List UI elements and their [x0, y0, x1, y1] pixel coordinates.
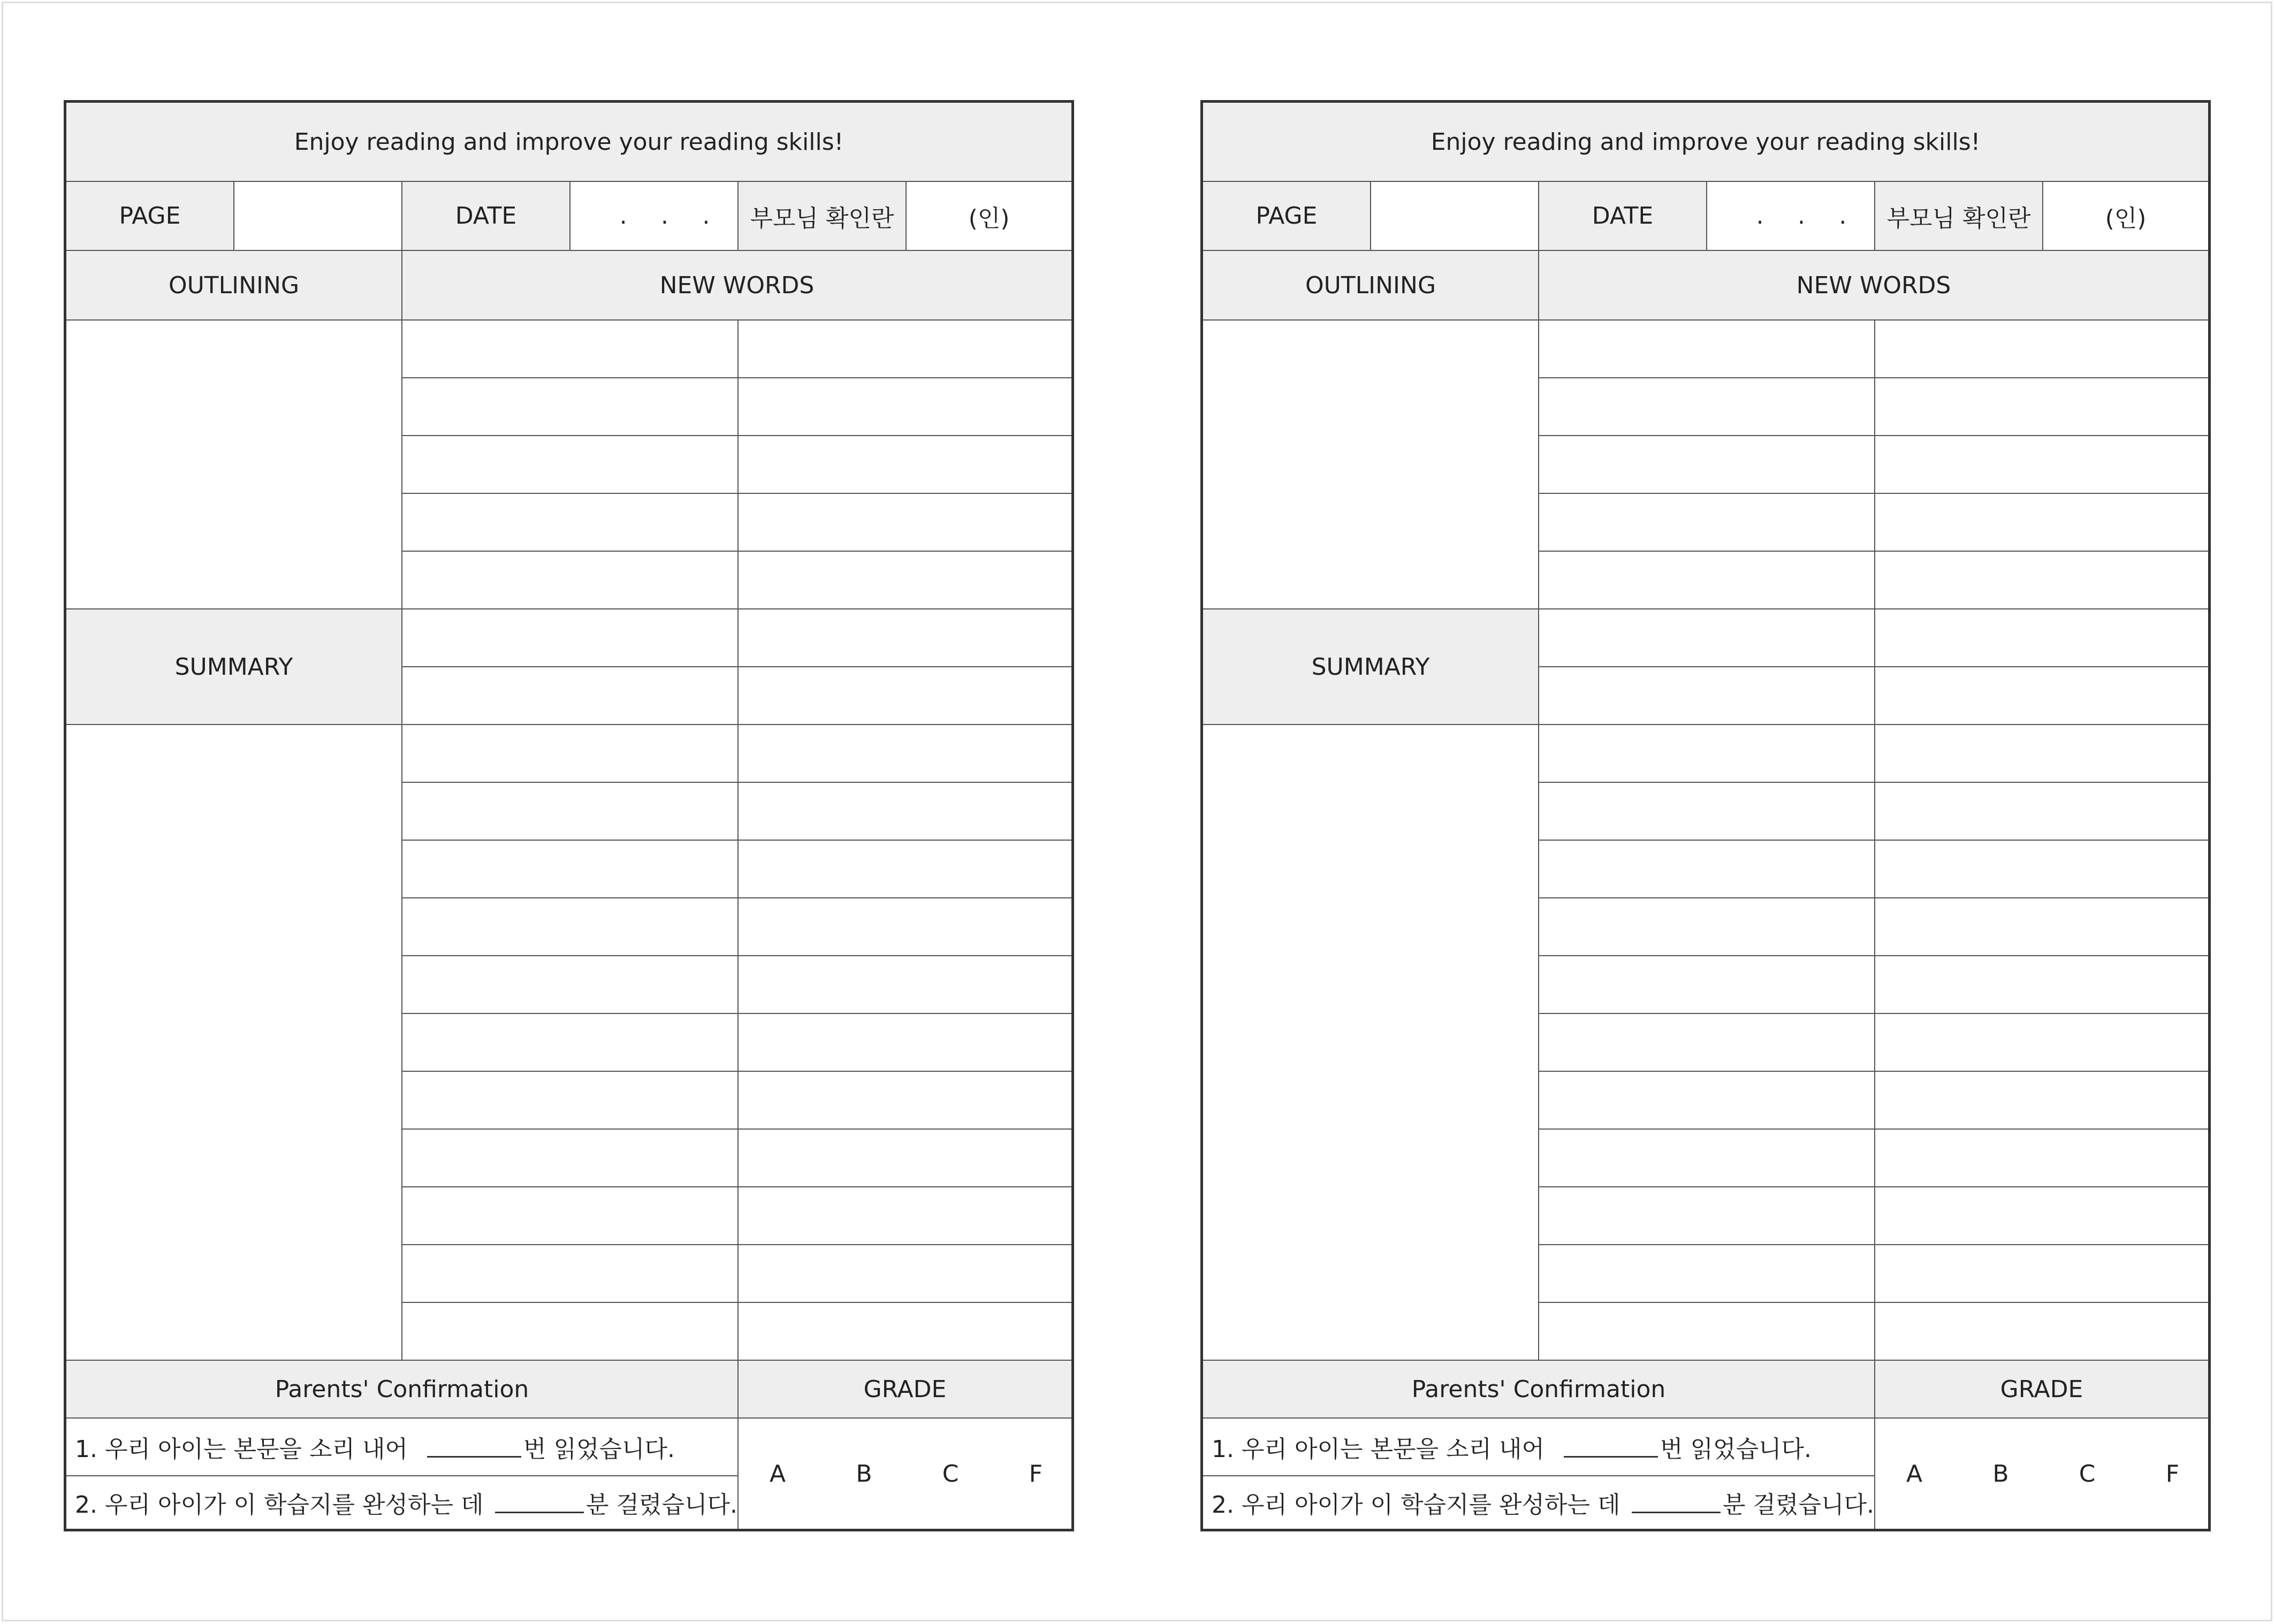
page-field[interactable] [234, 182, 402, 251]
grade-options [739, 1419, 1071, 1529]
meaning-cell[interactable] [739, 841, 1071, 898]
confirmation-item-2 [66, 1476, 739, 1529]
meaning-cell[interactable] [739, 1187, 1071, 1245]
meaning-cell[interactable] [739, 609, 1071, 667]
parents-confirmation-header: Parents' Confirmation [1203, 1361, 1875, 1419]
meaning-cell[interactable] [739, 494, 1071, 552]
new-word-cell[interactable] [402, 841, 739, 898]
meaning-cell[interactable] [739, 783, 1071, 841]
new-words-header: NEW WORDS [1539, 251, 2208, 321]
new-word-cell[interactable] [402, 1130, 739, 1187]
meaning-cell[interactable] [739, 552, 1071, 609]
parent-check-label: 부모님 확인란 [1875, 182, 2043, 251]
summary-area[interactable] [66, 725, 402, 1361]
new-word-cell[interactable] [1539, 898, 1875, 956]
new-word-cell[interactable] [402, 1072, 739, 1130]
meaning-cell[interactable] [1875, 1014, 2208, 1072]
parents-confirmation-header: Parents' Confirmation [66, 1361, 739, 1419]
q1-prefix: 1. 우리 아이는 본문을 소리 내어 [1212, 1436, 1544, 1463]
grade-option-c[interactable]: C [2079, 1460, 2096, 1488]
new-word-cell[interactable] [1539, 725, 1875, 783]
new-word-cell[interactable] [1539, 1303, 1875, 1361]
new-word-cell[interactable] [402, 321, 739, 378]
q2-suffix: 분 걸렸습니다. [1723, 1491, 1874, 1519]
date-dot: . [1756, 202, 1764, 230]
grade-option-a[interactable]: A [1906, 1460, 1923, 1488]
worksheet-left [64, 100, 1074, 1531]
new-word-cell[interactable] [1539, 783, 1875, 841]
q1-suffix: 번 읽었습니다. [1660, 1436, 1812, 1463]
new-word-cell[interactable] [402, 609, 739, 667]
meaning-cell[interactable] [1875, 552, 2208, 609]
meaning-cell[interactable] [739, 321, 1071, 378]
outlining-area[interactable] [1203, 321, 1539, 609]
grade-option-b[interactable]: B [856, 1460, 872, 1488]
grade-option-f[interactable]: F [2165, 1460, 2179, 1488]
grade-option-a[interactable]: A [770, 1460, 786, 1488]
page-field[interactable] [1371, 182, 1539, 251]
grade-header: GRADE [739, 1361, 1071, 1419]
q2-prefix: 2. 우리 아이가 이 학습지를 완성하는 데 [75, 1491, 484, 1519]
new-word-cell[interactable] [402, 552, 739, 609]
meaning-cell[interactable] [1875, 1130, 2208, 1187]
meaning-cell[interactable] [739, 667, 1071, 725]
meaning-cell[interactable] [739, 725, 1071, 783]
new-word-cell[interactable] [1539, 1072, 1875, 1130]
minutes-blank[interactable] [1632, 1492, 1721, 1513]
date-dot: . [1797, 202, 1805, 230]
confirmation-item-1 [66, 1419, 739, 1476]
minutes-blank[interactable] [495, 1492, 584, 1513]
new-word-cell[interactable] [1539, 841, 1875, 898]
meaning-cell[interactable] [1875, 783, 2208, 841]
date-field[interactable] [570, 182, 739, 251]
summary-area[interactable] [1203, 725, 1539, 1361]
worksheet-right [1200, 100, 2211, 1531]
new-words-header: NEW WORDS [402, 251, 1071, 321]
new-word-cell[interactable] [1539, 321, 1875, 378]
meaning-cell[interactable] [1875, 321, 2208, 378]
meaning-cell[interactable] [1875, 898, 2208, 956]
new-word-cell[interactable] [1539, 609, 1875, 667]
meaning-cell[interactable] [1875, 494, 2208, 552]
meaning-cell[interactable] [1875, 1303, 2208, 1361]
new-word-cell[interactable] [402, 436, 739, 494]
grade-options [1875, 1419, 2208, 1529]
summary-header: SUMMARY [1203, 609, 1539, 725]
grade-option-b[interactable]: B [1992, 1460, 2009, 1488]
date-dot: . [702, 202, 710, 230]
summary-header: SUMMARY [66, 609, 402, 725]
new-word-cell[interactable] [1539, 378, 1875, 436]
page-label: PAGE [1203, 182, 1371, 251]
new-word-cell[interactable] [1539, 1014, 1875, 1072]
meaning-cell[interactable] [739, 1072, 1071, 1130]
date-label: DATE [402, 182, 570, 251]
meaning-cell[interactable] [1875, 725, 2208, 783]
new-word-cell[interactable] [402, 1303, 739, 1361]
new-word-cell[interactable] [402, 1014, 739, 1072]
new-word-cell[interactable] [1539, 1130, 1875, 1187]
new-word-cell[interactable] [402, 725, 739, 783]
new-word-cell[interactable] [402, 494, 739, 552]
q1-prefix: 1. 우리 아이는 본문을 소리 내어 [75, 1436, 408, 1463]
date-label: DATE [1539, 182, 1707, 251]
date-field[interactable] [1707, 182, 1875, 251]
page-label: PAGE [66, 182, 234, 251]
read-count-blank[interactable] [1564, 1437, 1658, 1458]
confirmation-item-1 [1203, 1419, 1875, 1476]
confirmation-item-2 [1203, 1476, 1875, 1529]
new-word-cell[interactable] [402, 898, 739, 956]
meaning-cell[interactable] [1875, 1072, 2208, 1130]
outlining-header: OUTLINING [1203, 251, 1539, 321]
parent-check-label: 부모님 확인란 [739, 182, 907, 251]
meaning-cell[interactable] [739, 1014, 1071, 1072]
new-word-cell[interactable] [402, 667, 739, 725]
meaning-cell[interactable] [1875, 841, 2208, 898]
q2-suffix: 분 걸렸습니다. [586, 1491, 737, 1519]
new-word-cell[interactable] [1539, 667, 1875, 725]
new-word-cell[interactable] [402, 783, 739, 841]
parent-seal-field[interactable]: (인) [2043, 182, 2208, 251]
meaning-cell[interactable] [739, 1130, 1071, 1187]
date-dot: . [660, 202, 668, 230]
new-word-cell[interactable] [402, 1245, 739, 1303]
new-word-cell[interactable] [1539, 494, 1875, 552]
meaning-cell[interactable] [1875, 378, 2208, 436]
new-word-cell[interactable] [1539, 1187, 1875, 1245]
date-dot: . [619, 202, 627, 230]
banner-title: Enjoy reading and improve your reading skills! [66, 103, 1071, 182]
meaning-cell[interactable] [739, 378, 1071, 436]
grade-option-f[interactable]: F [1029, 1460, 1043, 1488]
new-word-cell[interactable] [402, 956, 739, 1014]
meaning-cell[interactable] [1875, 1187, 2208, 1245]
meaning-cell[interactable] [739, 898, 1071, 956]
parent-seal-field[interactable]: (인) [907, 182, 1071, 251]
meaning-cell[interactable] [1875, 609, 2208, 667]
grade-option-c[interactable]: C [942, 1460, 959, 1488]
new-word-cell[interactable] [1539, 552, 1875, 609]
q1-suffix: 번 읽었습니다. [523, 1436, 675, 1463]
date-dot: . [1839, 202, 1847, 230]
q2-prefix: 2. 우리 아이가 이 학습지를 완성하는 데 [1212, 1491, 1620, 1519]
new-word-cell[interactable] [1539, 956, 1875, 1014]
new-word-cell[interactable] [1539, 1245, 1875, 1303]
meaning-cell[interactable] [1875, 956, 2208, 1014]
meaning-cell[interactable] [739, 956, 1071, 1014]
meaning-cell[interactable] [1875, 1245, 2208, 1303]
read-count-blank[interactable] [427, 1437, 521, 1458]
new-word-cell[interactable] [402, 378, 739, 436]
meaning-cell[interactable] [739, 1303, 1071, 1361]
grade-header: GRADE [1875, 1361, 2208, 1419]
outlining-area[interactable] [66, 321, 402, 609]
banner-title: Enjoy reading and improve your reading skills! [1203, 103, 2208, 182]
new-word-cell[interactable] [1539, 436, 1875, 494]
meaning-cell[interactable] [739, 1245, 1071, 1303]
meaning-cell[interactable] [739, 436, 1071, 494]
new-word-cell[interactable] [402, 1187, 739, 1245]
meaning-cell[interactable] [1875, 436, 2208, 494]
outlining-header: OUTLINING [66, 251, 402, 321]
meaning-cell[interactable] [1875, 667, 2208, 725]
